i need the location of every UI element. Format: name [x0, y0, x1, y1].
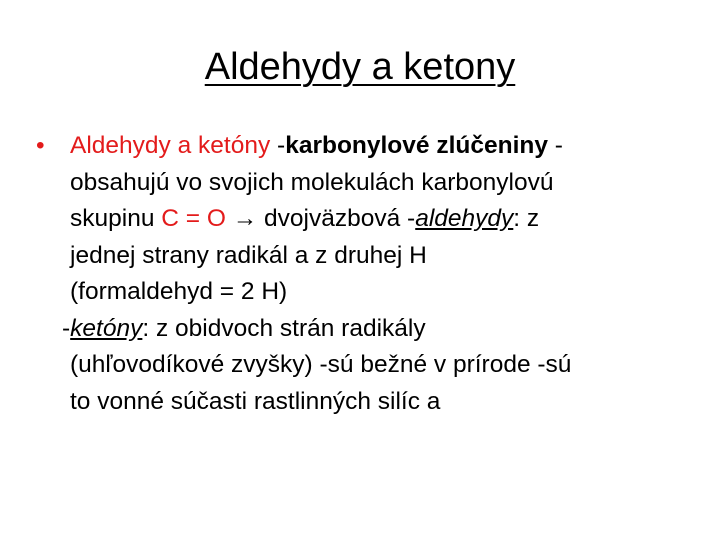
body-line-1: [36, 128, 676, 165]
body-line-8: to vonné súčasti rastlinných silíc a: [70, 387, 441, 415]
skupinu-text: skupinu: [70, 205, 162, 232]
dash-text: -: [270, 132, 286, 159]
line-3-end-text: : z: [513, 205, 540, 232]
body-line-7: (uhľovodíkové zvyšky) -sú bežné v prírode -sú: [70, 351, 572, 378]
term-aldehydy: aldehydy: [415, 205, 514, 232]
body-line-6: [36, 311, 676, 348]
term-karbonylove: karbonylové zlúčeniny: [285, 132, 548, 159]
carbonyl-formula: C = O: [161, 205, 226, 232]
dash-end-text: -: [547, 132, 563, 159]
slide-body: [36, 128, 676, 420]
term-ketony: ketóny: [70, 314, 143, 342]
bullet-icon: •: [36, 132, 45, 159]
slide-title: [0, 42, 720, 92]
dvojvazbova-text: → dvojväzbová -: [225, 205, 416, 232]
body-line-4: jednej strany radikál a z druhej H: [70, 241, 427, 269]
body-line-2: obsahujú vo svojich molekulách karbonylovú: [70, 168, 554, 196]
ketony-dash-text: -: [62, 314, 71, 342]
slide-title-text: Aldehydy a ketony: [204, 46, 516, 88]
body-line-5: (formaldehyd = 2 H): [70, 278, 288, 305]
line-6-end-text: : z obidvoch strán radikály: [142, 314, 426, 342]
body-line-3: [36, 201, 676, 238]
term-aldehydy-ketony: Aldehydy a ketóny: [70, 132, 271, 159]
